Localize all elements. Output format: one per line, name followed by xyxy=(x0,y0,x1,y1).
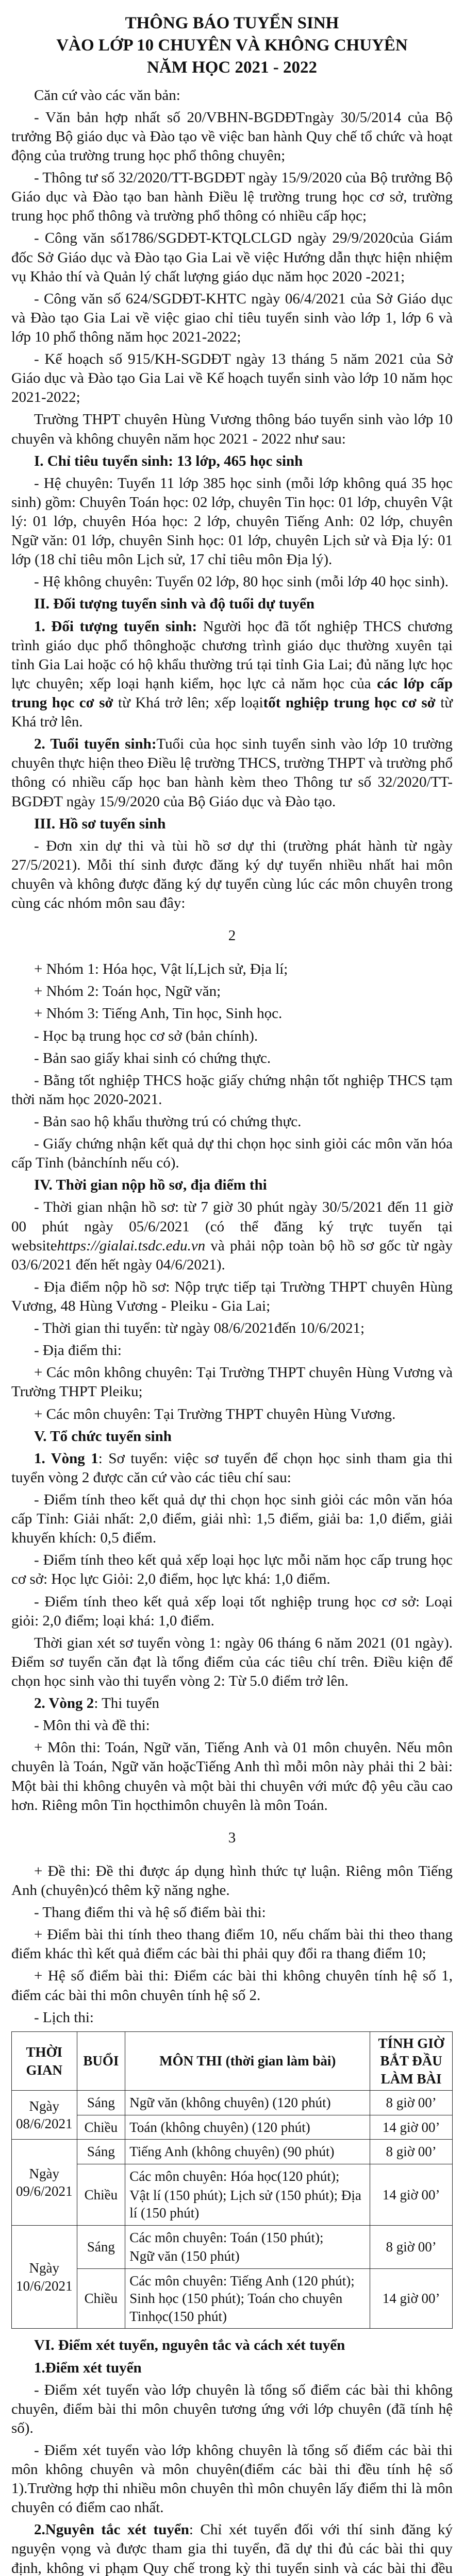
exam-subject: Các môn chuyên: Toán (150 phút); Ngữ văn (150 phút) xyxy=(125,2225,370,2268)
exam-start: 14 giờ 00’ xyxy=(370,2268,453,2329)
exam-subject: Ngữ văn (không chuyên) (120 phút) xyxy=(125,2091,370,2115)
dossier-item: - Bản sao hộ khẩu thường trú có chứng thực. xyxy=(34,1113,302,1130)
exam-start: 14 giờ 00’ xyxy=(370,2164,453,2226)
age-paragraph: 2. Tuổi tuyển sinh:Tuổi của học sinh tuyển sinh vào lớp 10 trường chuyên thực hiện theo Điều lệ trường THCS, trường THPT và trường phổ thông có nhiều cấp học ban hành kèm theo Thông tư số 32/2020/TT-BGDĐT ngày 15/9/2020 của Bộ Giáo dục và Đào tạo. xyxy=(11,736,453,810)
score-paragraph: - Điểm xét tuyển vào lớp không chuyên là tổng số điểm các bài thi môn không chuyên và môn chuyên(điểm các bài thi đều tính hệ số 1).Trường hợp thi nhiều môn chuyên thì môn chuyên lấy điểm thi là môn chuyên có điểm cao nhất. xyxy=(11,2442,453,2516)
exam-date: Ngày 10/6/2021 xyxy=(12,2225,77,2329)
dossier-item: + Nhóm 3: Tiếng Anh, Tin học, Sinh học. xyxy=(34,1005,283,1022)
exam-start: 8 giờ 00’ xyxy=(370,2091,453,2115)
page-number: 2 xyxy=(228,927,236,944)
round-1-criterion: - Điểm tính theo kết quả xếp loại học lực mỗi năm học cấp trung học cơ sở: Học lực Giỏi: 2,0 điểm, học lực khá: 1,0 điểm. xyxy=(11,1552,453,1588)
round-1-criterion: - Điểm tính theo kết quả dự thi chọn học sinh giỏi các môn văn hóa cấp Tỉnh: Giải nhất: 2,0 điểm, giải nhì: 1,5 điểm, giải ba: 1,0 điểm, giải khuyến khích: 0,5 điểm. xyxy=(11,1492,453,1547)
schedule-label: - Lịch thi: xyxy=(34,2009,94,2026)
section-heading: VI. Điểm xét tuyển, nguyên tắc và cách xét tuyển xyxy=(34,2337,345,2354)
exam-subject: Các môn chuyên: Hóa học(120 phút); Vật lí (150 phút); Lịch sử (150 phút); Địa lí (150 phút) xyxy=(125,2164,370,2226)
header-session: BUỔI xyxy=(77,2031,125,2091)
round-2: 2. Vòng 2: Thi tuyển xyxy=(34,1695,160,1712)
section-heading: II. Đối tượng tuyển sinh và độ tuổi dự tuyển xyxy=(34,596,314,613)
header-start: TÍNH GIỜ BẮT ĐẦU LÀM BÀI xyxy=(370,2031,453,2091)
exam-start: 8 giờ 00’ xyxy=(370,2225,453,2268)
title-line-2: VÀO LỚP 10 CHUYÊN VÀ KHÔNG CHUYÊN xyxy=(56,36,408,55)
exam-place-item: + Các môn không chuyên: Tại Trường THPT chuyên Hùng Vương và Trường THPT Pleiku; xyxy=(11,1364,453,1400)
age-label: 2. Tuổi tuyển sinh: xyxy=(34,736,157,753)
section-heading: I. Chỉ tiêu tuyển sinh: 13 lớp, 465 học sinh xyxy=(34,452,303,469)
exam-subject: Các môn chuyên: Tiếng Anh (120 phút); Sinh học (150 phút); Toán cho chuyên Tinhọc(150 phút) xyxy=(125,2268,370,2329)
dossier-item: - Bằng tốt nghiệp THCS hoặc giấy chứng nhận tốt nghiệp THCS tạm thời năm học 2020-2021. xyxy=(11,1072,453,1108)
table-header-row xyxy=(12,2031,453,2091)
exam-place-item: + Các môn chuyên: Tại Trường THPT chuyên Hùng Vương. xyxy=(34,1405,396,1422)
exam-place-label: - Địa điểm thi: xyxy=(34,1342,122,1359)
exam-item: + Đề thi: Đề thi được áp dụng hình thức tự luận. Riêng môn Tiếng Anh (chuyên)có thêm kỹ năng nghe. xyxy=(11,1862,453,1899)
section-heading: V. Tổ chức tuyển sinh xyxy=(34,1428,172,1445)
round-2-item: - Môn thi và đề thi: xyxy=(34,1717,150,1734)
dossier-item: + Nhóm 2: Toán học, Ngữ văn; xyxy=(34,983,221,1000)
table-row xyxy=(12,2225,453,2268)
exam-session: Chiều xyxy=(77,2115,125,2140)
exam-start: 14 giờ 00’ xyxy=(370,2115,453,2140)
title-line-3: NĂM HỌC 2021 - 2022 xyxy=(147,58,317,77)
table-row xyxy=(12,2091,453,2115)
dossier-item: - Học bạ trung học cơ sở (bản chính). xyxy=(34,1027,258,1044)
table-row xyxy=(12,2164,453,2226)
exam-session: Sáng xyxy=(77,2140,125,2164)
submission-place: - Địa điểm nộp hồ sơ: Nộp trực tiếp tại Trường THPT chuyên Hùng Vương, 48 Hùng Vương - Pleiku - Gia Lai; xyxy=(11,1278,453,1315)
table-row xyxy=(12,2115,453,2140)
exam-time: - Thời gian thi tuyển: từ ngày 08/6/2021đến 10/6/2021; xyxy=(34,1320,365,1337)
quota-specialized: - Hệ chuyên: Tuyển 11 lớp 385 học sinh (mỗi lớp không quá 35 học sinh) gồm: Chuyên Toán học: 02 lớp, chuyên Tin học: 01 lớp, chuyên Vật lý: 01 lớp, chuyên Hóa học: 2 lớp, chuyên Tiếng Anh: 02 lớp, chuyên Ngữ văn: 01 lớp, chuyên Sinh học: 01 lớp, chuyên Lịch sử và Địa lý: 01 lớp (18 chỉ tiêu môn Lịch sử, 17 chỉ tiêu môn Địa lý). xyxy=(11,474,453,568)
exam-item: + Hệ số điểm bài thi: Điểm các bài thi không chuyên tính hệ số 1, điểm các bài thi môn chuyên tính hệ số 2. xyxy=(11,1968,453,2004)
subsection-heading: 1.Điểm xét tuyển xyxy=(34,2359,142,2376)
exam-session: Chiều xyxy=(77,2164,125,2226)
submission-time: - Thời gian nhận hồ sơ: từ 7 giờ 30 phút ngày 30/5/2021 đến 11 giờ 00 phút ngày 05/6/2021 (có thể đăng ký trực tuyến tại websitehttps://gialai.tsdc.edu.vn và phải nộp toàn bộ hồ sơ gốc từ ngày 03/6/2021 đến hết ngày 04/6/2021). xyxy=(11,1199,453,1273)
exam-item: - Thang điểm thi và hệ số điểm bài thi: xyxy=(34,1904,266,1921)
header-subject: MÔN THI (thời gian làm bài) xyxy=(125,2031,370,2091)
round-1-criterion: - Điểm tính theo kết quả xếp loại tốt nghiệp trung học cơ sở: Loại giỏi: 2,0 điểm; loại khá: 1,0 điểm. xyxy=(11,1593,453,1629)
dossier-item: - Bản sao giấy khai sinh có chứng thực. xyxy=(34,1049,271,1066)
table-row xyxy=(12,2268,453,2329)
title-line-1: THÔNG BÁO TUYỂN SINH xyxy=(125,14,339,32)
dossier-item: - Giấy chứng nhận kết quả dự thi chọn học sinh giỏi các môn văn hóa cấp Tỉnh (bảnchính nếu có). xyxy=(11,1136,453,1172)
round-1: 1. Vòng 1: Sơ tuyển: việc sơ tuyển để chọn học sinh tham gia thi tuyển vòng 2 được căn cứ vào các tiêu chí sau: xyxy=(11,1450,453,1486)
round-2-item: + Môn thi: Toán, Ngữ văn, Tiếng Anh và 01 môn chuyên. Nếu môn chuyên là Toán, Ngữ văn hoặcTiếng Anh thì mỗi môn này phải thi 2 bài: Một bài thi không chuyên và một bài thi chuyên với mức độ yêu cầu cao hơn. Riêng môn Tin họcthimôn chuyên là môn Toán. xyxy=(11,1739,453,1814)
quota-regular: - Hệ không chuyên: Tuyển 02 lớp, 80 học sinh (mỗi lớp 40 học sinh). xyxy=(34,573,449,590)
exam-item: + Điểm bài thi tính theo thang điểm 10, nếu chấm bài thi theo thang điểm khác thì kết quả điểm các bài thi phải quy đổi ra thang điểm 10; xyxy=(11,1926,453,1962)
score-paragraph: - Điểm xét tuyển vào lớp chuyên là tổng số điểm các bài thi không chuyên, điểm bài thi môn chuyên tương ứng với lớp chuyên (đã tính hệ số). xyxy=(11,2381,453,2436)
exam-subject: Tiếng Anh (không chuyên) (90 phút) xyxy=(125,2140,370,2164)
announcement: Trường THPT chuyên Hùng Vương thông báo tuyển sinh vào lớp 10 chuyên và không chuyên năm học 2021 - 2022 như sau: xyxy=(11,411,453,447)
exam-session: Chiều xyxy=(77,2268,125,2329)
bases-intro: Căn cứ vào các văn bản: xyxy=(34,87,180,104)
dossier-paragraph: - Đơn xin dự thi và tùi hồ sơ dự thi (trường phát hành từ ngày 27/5/2021). Mỗi thí sinh được đăng ký dự tuyển nhiều nhất hai môn chuyên và không được đăng ký dự tuyển cùng lúc các môn chuyên trong cùng các nhóm môn sau đây: xyxy=(11,837,453,912)
round-1-criterion: Thời gian xét sơ tuyển vòng 1: ngày 06 tháng 6 năm 2021 (01 ngày). Điểm sơ tuyển căn đạt là tổng điểm của các tiêu chí trên. Điều kiện để chọn học sinh vào thi tuyển vòng 2: Từ 5.0 điểm trở lên. xyxy=(11,1634,453,1689)
basis-item: - Công văn số 624/SGDĐT-KHTC ngày 06/4/2021 của Sở Giáo dục và Đào tạo Gia Lai về việc giao chỉ tiêu tuyển sinh vào lớp 1, lớp 6 và lớp 10 phổ thông năm học 2021-2022; xyxy=(11,290,453,345)
section-heading: III. Hồ sơ tuyển sinh xyxy=(34,815,166,832)
registration-link[interactable]: https://gialai.tsdc.edu.vn xyxy=(57,1237,206,1254)
exam-session: Sáng xyxy=(77,2225,125,2268)
eligibility-label: 1. Đối tượng tuyển sinh: xyxy=(34,618,197,635)
exam-date: Ngày 08/6/2021 xyxy=(12,2091,77,2140)
basis-item: - Kế hoạch số 915/KH-SGDĐT ngày 13 tháng 5 năm 2021 của Sở Giáo dục và Đào tạo Gia Lai về Kế hoạch tuyển sinh vào lớp 10 năm học 2021-2022; xyxy=(11,351,453,406)
eligibility-paragraph: 1. Đối tượng tuyển sinh: Người học đã tốt nghiệp THCS chương trình giáo dục phổ thônghoặc chương trình giáo dục thường xuyên tại tỉnh Gia Lai hoặc có hộ khẩu thường trú tại tỉnh Gia Lai; đủ năng lực học lực chuyên; xếp loại hạnh kiểm, học lực cả năm học của các lớp cấp trung học cơ sở từ Khá trở lên; xếp loạitốt nghiệp trung học cơ sở từ Khá trở lên. xyxy=(11,618,453,731)
section-heading: IV. Thời gian nộp hồ sơ, địa điểm thi xyxy=(34,1177,267,1194)
exam-session: Sáng xyxy=(77,2091,125,2115)
document-header xyxy=(11,12,453,79)
exam-schedule-table xyxy=(11,2031,453,2329)
basis-item: - Thông tư số 32/2020/TT-BGDĐT ngày 15/9/2020 của Bộ trưởng Bộ Giáo dục và Đào tạo ban hành Điều lệ trường trung học cơ sở, trường trung học phổ thông và trường phổ thông có nhiều cấp học; xyxy=(11,170,453,225)
principle-paragraph: 2.Nguyên tắc xét tuyển: Chỉ xét tuyển đối với thí sinh đăng ký nguyện vọng và được tham gia thi tuyển, đã dự thi đủ các bài thi quy định, không vi phạm Quy chế trong kỳ thi tuyển sinh và các bài thi đều xyxy=(11,2521,453,2576)
exam-start: 8 giờ 00’ xyxy=(370,2140,453,2164)
dossier-item: + Nhóm 1: Hóa học, Vật lí,Lịch sử, Địa lí; xyxy=(34,961,288,978)
basis-item: - Văn bản hợp nhất số 20/VBHN-BGDĐTngày 30/5/2014 của Bộ trưởng Bộ giáo dục và Đào tạo về việc ban hành Quy chế tổ chức và hoạt động của trường trung học phổ thông chuyên; xyxy=(11,109,453,164)
page-number: 3 xyxy=(228,1829,236,1846)
basis-item: - Công văn số1786/SGDĐT-KTQLCLGD ngày 29/9/2020của Giám đốc Sở Giáo dục và Đào tạo Gia Lai về việc Hướng dẫn thực hiện nhiệm vụ Khảo thí và Quản lý chất lượng giáo dục năm học 2020 -2021; xyxy=(11,230,453,285)
header-time: THỜI GIAN xyxy=(12,2031,77,2091)
exam-subject: Toán (không chuyên) (120 phút) xyxy=(125,2115,370,2140)
exam-date: Ngày 09/6/2021 xyxy=(12,2140,77,2225)
table-row xyxy=(12,2140,453,2164)
